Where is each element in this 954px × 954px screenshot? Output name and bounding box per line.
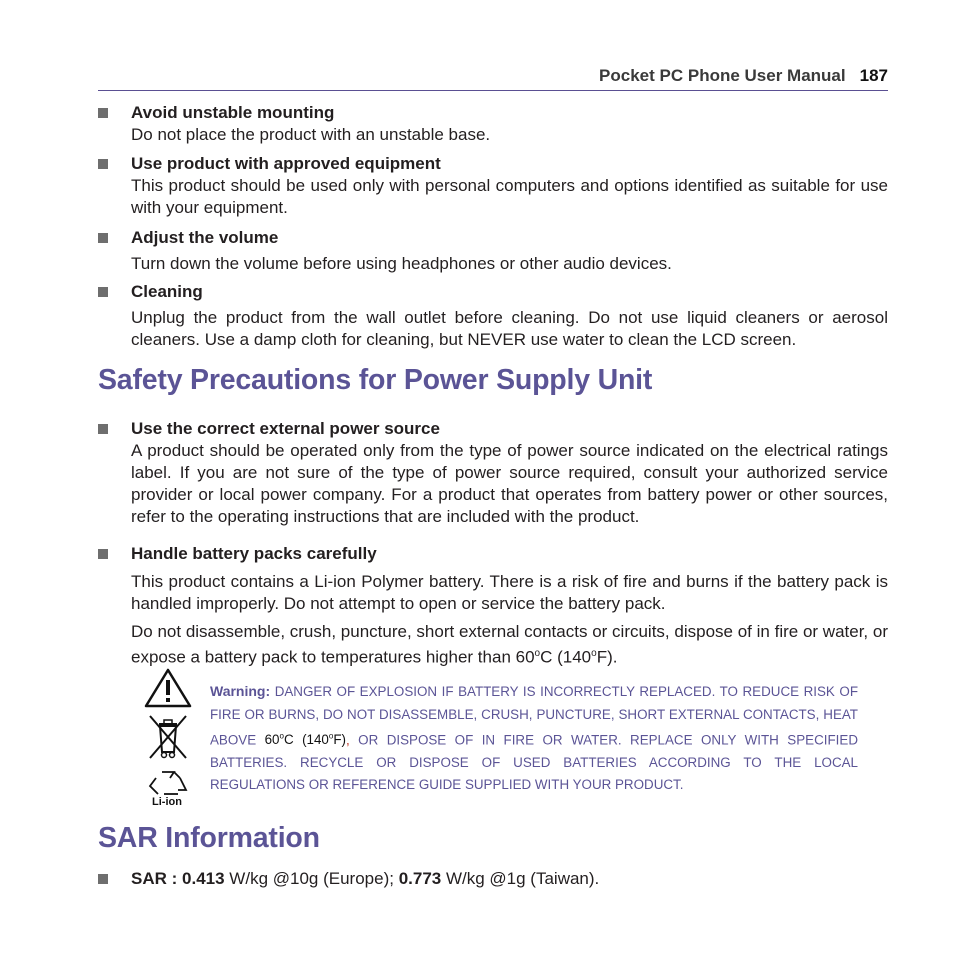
manual-title: Pocket PC Phone User Manual: [599, 66, 846, 85]
list-item: [98, 418, 888, 528]
page-number: 187: [859, 66, 888, 85]
list-item: [98, 153, 888, 219]
item-title: Avoid unstable mounting: [131, 103, 335, 122]
list-item: [98, 227, 888, 275]
item-text: Unplug the product from the wall outlet before cleaning. Do not use liquid cleaners or aerosol cleaners. Use a damp cloth for cleaning, but NEVER use water to clean the LCD screen.: [131, 308, 888, 349]
item-title: Handle battery packs carefully: [131, 544, 377, 563]
section-heading-sar: SAR Information: [98, 822, 320, 854]
warning-label: Warning:: [210, 683, 271, 699]
bullet-square: [98, 424, 108, 434]
bullet-square: [98, 159, 108, 169]
item-text: This product contains a Li-ion Polymer battery. There is a risk of fire and burns if the battery pack is handled improperly. Do not attempt to open or service the battery pack.: [131, 572, 888, 613]
sar-values: SAR : 0.413 W/kg @10g (Europe); 0.773 W/kg @1g (Taiwan).: [131, 869, 600, 888]
bullet-square: [98, 233, 108, 243]
list-item-sar: [98, 868, 888, 890]
warning-triangle-icon: [144, 668, 192, 708]
list-item: [98, 543, 888, 669]
bullet-square: [98, 108, 108, 118]
item-text: A product should be operated only from the type of power source indicated on the electrical ratings label. If you are not sure of the type of power source required, consult your authorized service provider or local power company. For a product that operates from battery power or other sources, refer to the operating instructions that are included with the product.: [131, 441, 888, 526]
bullet-square: [98, 549, 108, 559]
bullet-square: [98, 874, 108, 884]
item-title: Use product with approved equipment: [131, 154, 441, 173]
item-text: Turn down the volume before using headphones or other audio devices.: [131, 254, 672, 273]
liion-label: Li-ion: [152, 796, 182, 808]
list-item: [98, 102, 888, 146]
bullet-square: [98, 287, 108, 297]
item-title: Adjust the volume: [131, 228, 279, 247]
recycle-icon: [144, 766, 192, 800]
warning-icons: [144, 668, 196, 808]
list-item: [98, 281, 888, 351]
item-text: This product should be used only with personal computers and options identified as suitable for use with your equipment.: [131, 176, 888, 217]
item-title: Cleaning: [131, 282, 203, 301]
item-text: Do not place the product with an unstable base.: [131, 125, 491, 144]
page-header: [98, 66, 888, 91]
section-heading-power-supply: Safety Precautions for Power Supply Unit: [98, 364, 653, 396]
item-text-temperature: Do not disassemble, crush, puncture, short external contacts or circuits, dispose of in fire or water, or expose a battery pack to temperatures higher than 60$^o$C (140$^o$F).: [131, 622, 888, 667]
crossed-bin-icon: [144, 712, 192, 762]
warning-text: Warning: DANGER OF EXPLOSION IF BATTERY IS INCORRECTLY REPLACED. TO REDUCE RISK OF FIRE OR BURNS, DO NOT DISASSEMBLE, CRUSH, PUNCTURE, SHORT EXTERNAL CONTACTS, HEAT ABOVE 60$^o$C (140$^o$F), OR DISPOSE OF IN FIRE OR WATER. REPLACE ONLY WITH SPECIFIED BATTERIES. RECYCLE OR DISPOSE OF USED BATTERIES ACCORDING TO THE LOCAL REGULATIONS OR REFERENCE GUIDE SUPPLIED WITH YOUR PRODUCT.: [210, 683, 858, 793]
item-title: Use the correct external power source: [131, 419, 440, 438]
